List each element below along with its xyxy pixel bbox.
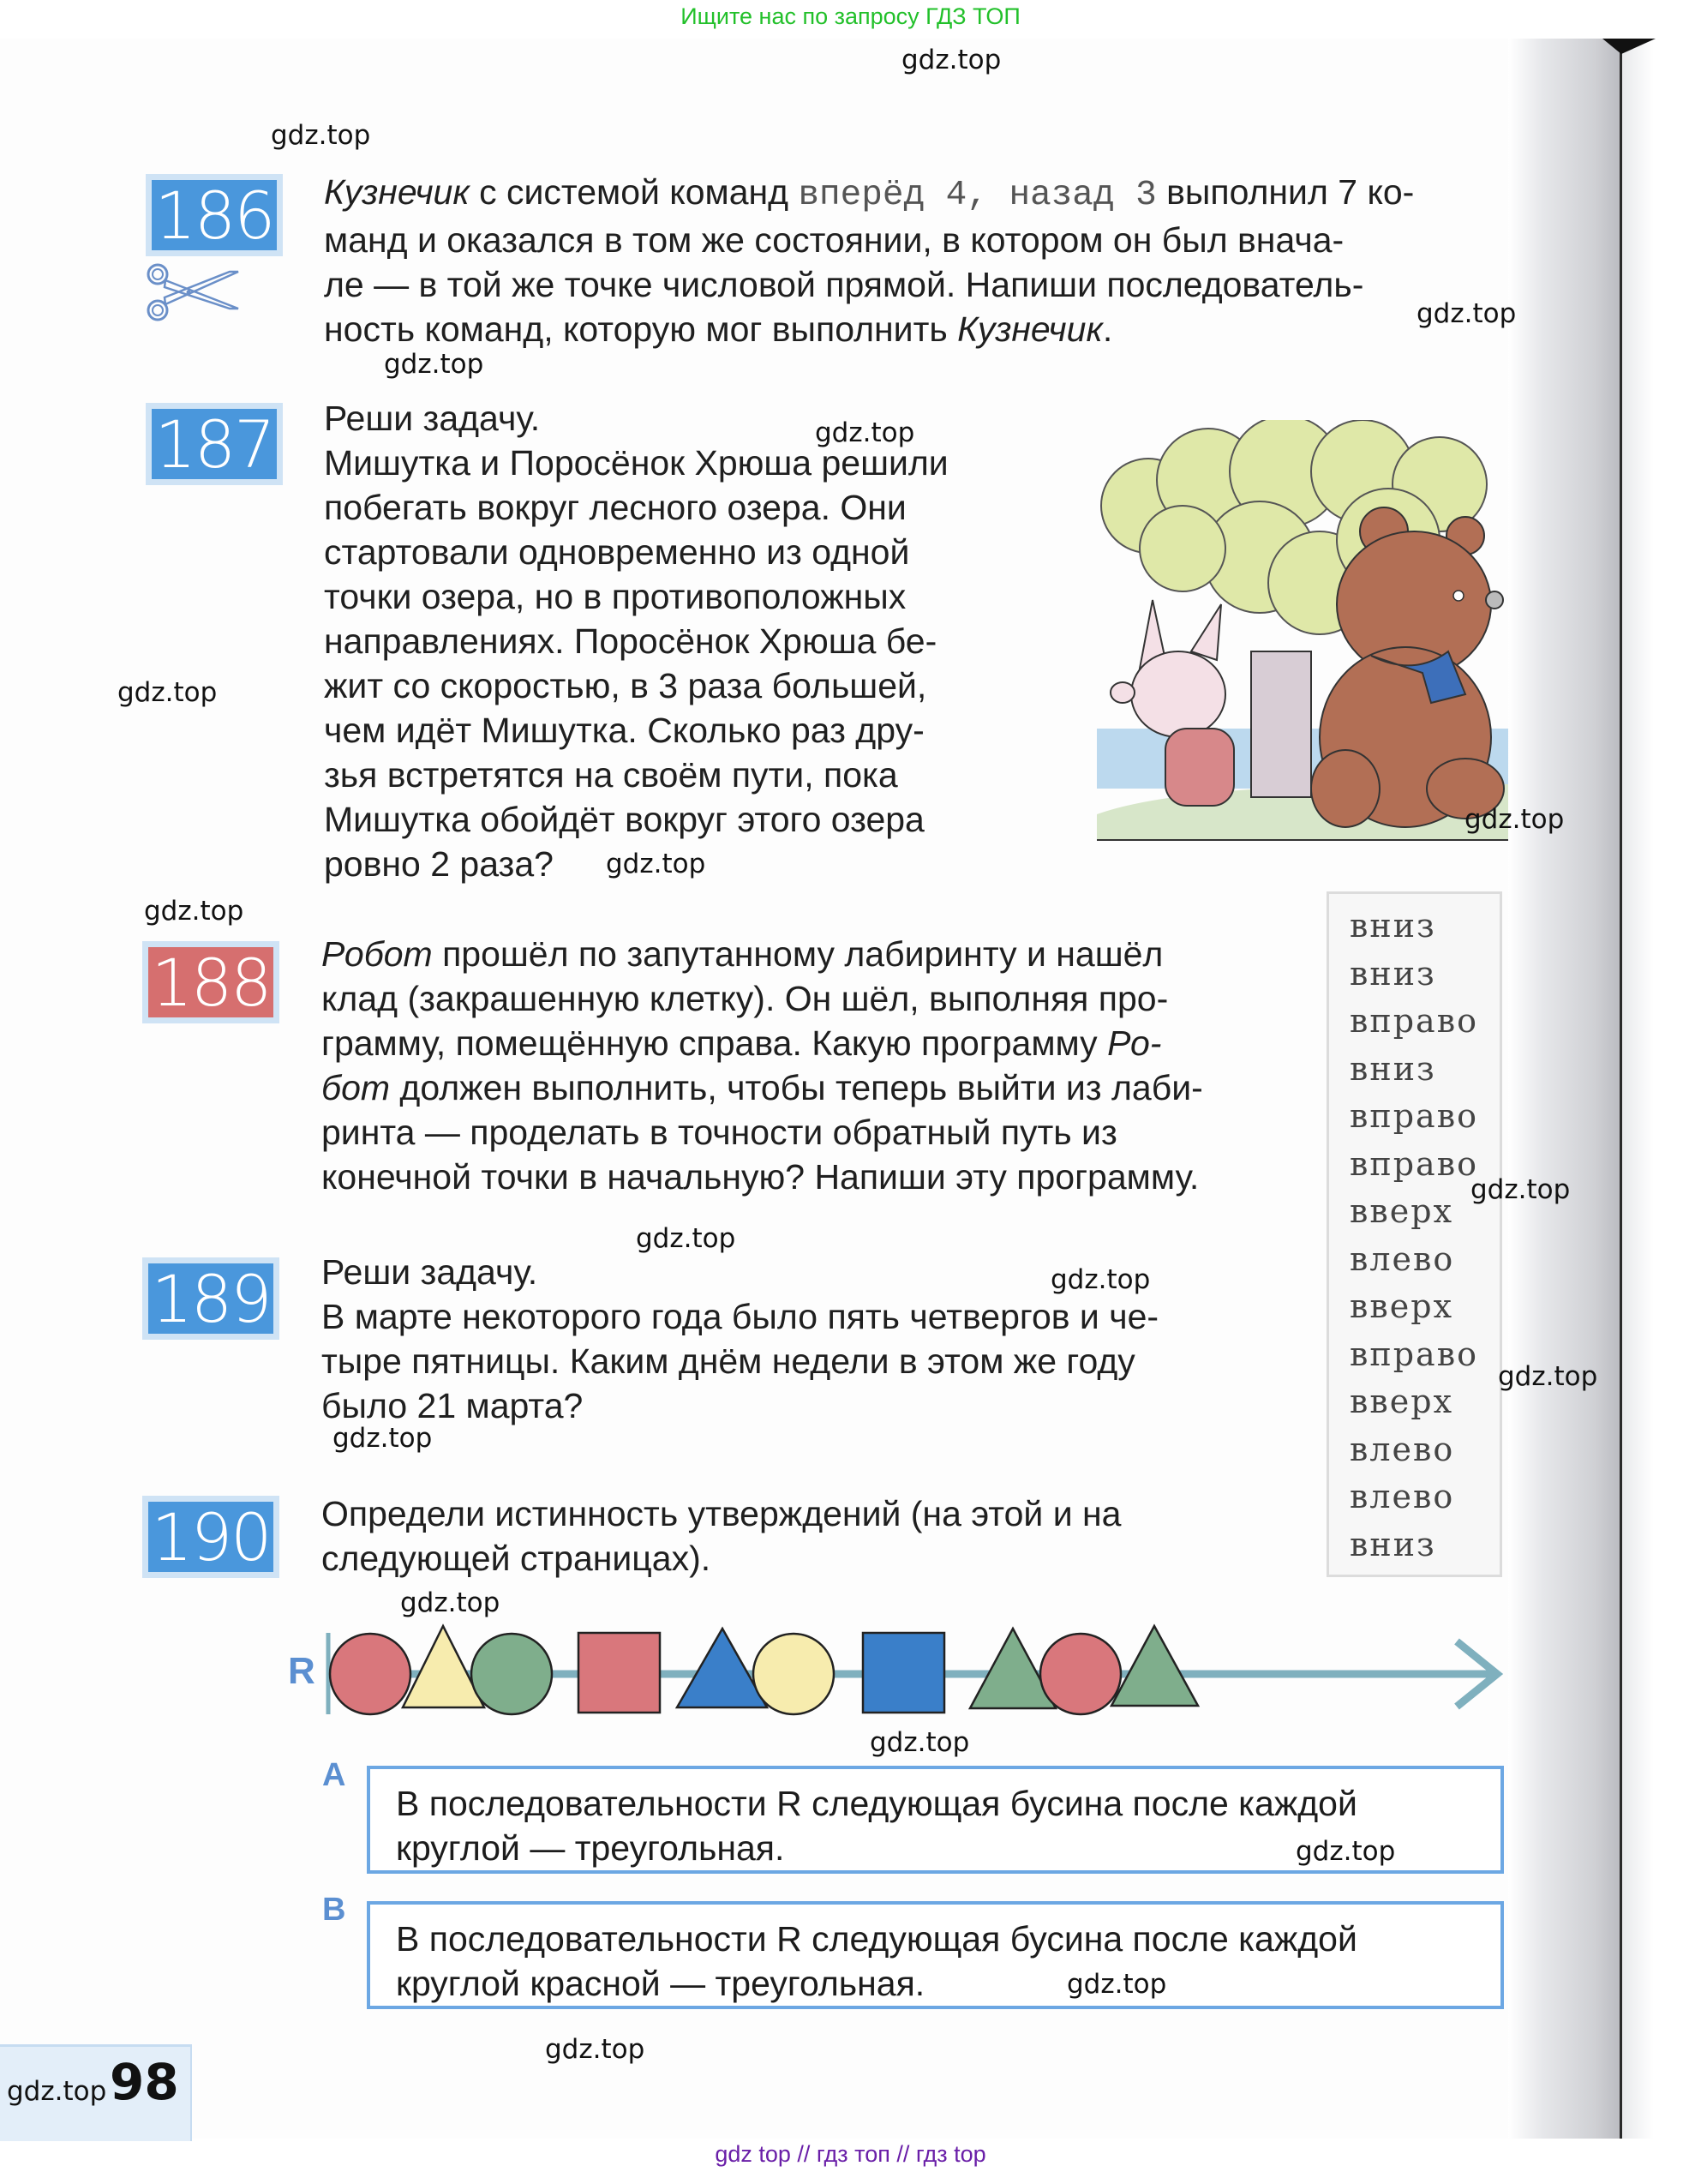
watermark: gdz.top — [384, 349, 484, 380]
task-186-badge — [146, 174, 283, 256]
page-number: 98 — [110, 2053, 179, 2111]
program-command: вправо — [1350, 1097, 1478, 1135]
task-186-text — [324, 170, 1505, 351]
bead-sequence-r — [321, 1616, 1512, 1727]
task-188-badge — [142, 941, 279, 1023]
task-line: грамму, помещённую справа. Какую программу Ро- — [321, 1023, 1162, 1063]
bear-and-piglet-illustration — [1088, 420, 1508, 849]
task-line: манд и оказался в том же состоянии, в котором он был внача- — [324, 220, 1345, 260]
watermark: gdz.top — [606, 849, 706, 879]
task-line: тыре пятницы. Каким днём недели в этом же году — [321, 1341, 1135, 1381]
task-line: В марте некоторого года было пять четвергов и че- — [321, 1297, 1159, 1336]
command-system: вперёд 4, назад 3 — [798, 176, 1157, 215]
spine-corner — [1602, 39, 1656, 54]
footer-links: gdz top // гдз топ // гдз top — [715, 2141, 986, 2167]
watermark: gdz.top — [1470, 1174, 1571, 1205]
program-command: влево — [1350, 1430, 1455, 1468]
watermark: gdz.top — [1296, 1836, 1396, 1867]
program-command: влево — [1350, 1478, 1455, 1515]
task-line: жит со скоростью, в 3 раза большей, — [324, 666, 927, 705]
scissors-icon — [144, 261, 247, 326]
watermark: gdz.top — [1464, 804, 1565, 835]
watermark: gdz.top — [1498, 1361, 1598, 1392]
watermark: gdz.top — [271, 120, 371, 151]
watermark: gdz.top — [870, 1727, 970, 1758]
task-line: ринта — проделать в точности обратный путь из — [321, 1113, 1117, 1152]
task-line: Мишутка и Поросёнок Хрюша решили — [324, 443, 949, 483]
program-command: вниз — [1350, 954, 1436, 993]
watermark: gdz.top — [332, 1423, 433, 1454]
watermark: gdz.top — [901, 45, 1002, 75]
task-number: 188 — [148, 947, 273, 1017]
program-command: вверх — [1350, 1192, 1454, 1230]
task-line: Реши задачу. — [324, 399, 541, 438]
task-line: чем идёт Мишутка. Сколько раз дру- — [324, 711, 925, 750]
program-command: вниз — [1350, 1049, 1436, 1088]
watermark: gdz.top — [117, 677, 218, 708]
task-line: Реши задачу. — [321, 1252, 538, 1292]
page-gutter-shadow — [1508, 39, 1624, 2139]
statement-b-box — [367, 1901, 1504, 2009]
program-command: вправо — [1350, 1144, 1478, 1183]
task-line: было 21 марта? — [321, 1386, 584, 1425]
task-190-text — [321, 1491, 1271, 1581]
watermark: gdz.top — [1051, 1264, 1151, 1295]
task-line: Кузнечик с системой команд вперёд 4, назад 3 выполнил 7 ко- — [324, 172, 1415, 215]
book-spine — [1620, 39, 1622, 2139]
task-line: ле — в той же точке числовой прямой. Напиши последователь- — [324, 265, 1364, 304]
task-number: 187 — [152, 409, 277, 479]
task-number: 189 — [148, 1263, 273, 1334]
program-command: вправо — [1350, 1002, 1478, 1040]
task-190-badge — [142, 1496, 279, 1578]
task-line: ность команд, которую мог выполнить Кузнечик. — [324, 309, 1113, 349]
task-line: следующей страницах). — [321, 1539, 711, 1578]
task-line: побегать вокруг лесного озера. Они — [324, 488, 907, 527]
watermark: gdz.top — [545, 2034, 645, 2065]
task-line: направлениях. Поросёнок Хрюша бе- — [324, 621, 937, 661]
program-command: влево — [1350, 1239, 1455, 1278]
watermark: gdz.top — [400, 1587, 500, 1618]
task-line: зья встретятся на своём пути, пока — [324, 755, 898, 795]
task-187-text — [324, 396, 1006, 886]
program-command: вниз — [1350, 1525, 1436, 1563]
task-line: клад (закрашенную клетку). Он шёл, выполняя про- — [321, 979, 1169, 1018]
watermark: gdz.top — [7, 2076, 107, 2107]
watermark: gdz.top — [1417, 298, 1517, 329]
watermark: gdz.top — [636, 1223, 736, 1254]
task-line: бот должен выполнить, чтобы теперь выйти из лаби- — [321, 1068, 1203, 1107]
program-command: вправо — [1350, 1335, 1478, 1373]
watermark: gdz.top — [144, 896, 244, 927]
statement-line: круглой — треугольная. — [396, 1828, 785, 1868]
next-page-edge — [1622, 39, 1701, 2139]
task-line: точки озера, но в противоположных — [324, 577, 907, 616]
statement-a-label: A — [322, 1757, 346, 1793]
task-number: 190 — [148, 1502, 273, 1572]
program-command: вверх — [1350, 1383, 1454, 1420]
task-line: конечной точки в начальную? Напиши эту программу. — [321, 1157, 1200, 1197]
top-banner: Ищите нас по запросу ГДЗ ТОП — [680, 3, 1021, 29]
watermark: gdz.top — [815, 417, 915, 448]
task-number: 186 — [152, 180, 277, 250]
watermark: gdz.top — [1067, 1969, 1167, 2000]
statement-b-label: B — [322, 1892, 346, 1928]
task-189-badge — [142, 1257, 279, 1340]
task-187-badge — [146, 403, 283, 485]
task-line: Определи истинность утверждений (на этой и на — [321, 1494, 1122, 1533]
task-line: ровно 2 раза? — [324, 844, 554, 884]
task-line: стартовали одновременно из одной — [324, 532, 910, 572]
program-command: вниз — [1350, 907, 1436, 945]
statement-line: В последовательности R следующая бусина после каждой — [396, 1919, 1357, 1959]
sequence-label: R — [288, 1650, 315, 1692]
statement-line: круглой красной — треугольная. — [396, 1964, 925, 2003]
robot-program-box — [1327, 891, 1502, 1577]
task-188-text — [321, 932, 1271, 1199]
statement-line: В последовательности R следующая бусина после каждой — [396, 1784, 1357, 1823]
task-line: Робот прошёл по запутанному лабиринту и нашёл — [321, 934, 1164, 974]
task-line: Мишутка обойдёт вокруг этого озера — [324, 800, 925, 839]
program-command: вверх — [1350, 1287, 1454, 1325]
